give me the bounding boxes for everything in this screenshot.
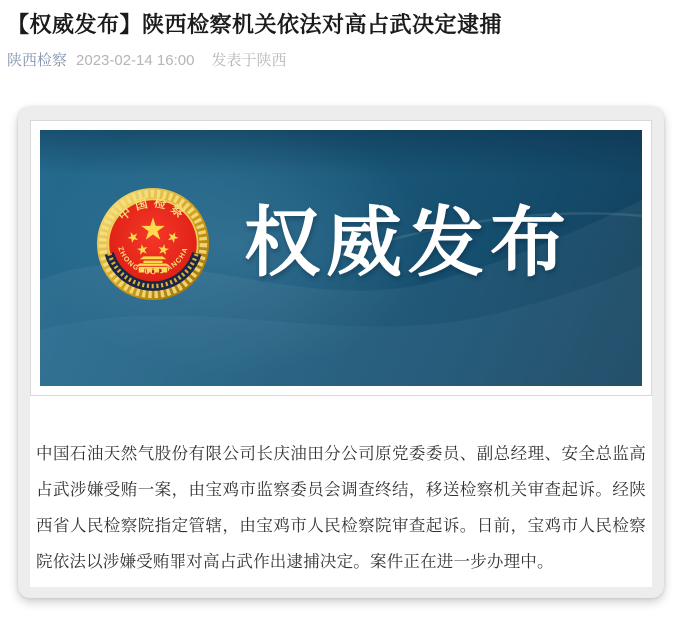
banner-image[interactable] bbox=[40, 130, 642, 386]
article-content-inner bbox=[30, 120, 652, 587]
banner-headline: 权威发布 bbox=[244, 201, 572, 286]
account-name-link[interactable]: 陕西检察 bbox=[7, 52, 68, 69]
procuratorate-emblem-icon bbox=[96, 187, 210, 301]
banner-image-frame bbox=[30, 120, 652, 396]
byline bbox=[7, 52, 677, 70]
article-content-card bbox=[18, 107, 664, 598]
emblem-top-text: 中国检察 bbox=[115, 195, 191, 224]
publish-location: 发表于陕西 bbox=[211, 52, 287, 69]
article-title: 【权威发布】陕西检察机关依法对高占武决定逮捕 bbox=[7, 12, 503, 37]
article-body-text: 中国石油天然气股份有限公司长庆油田分公司原党委委员、副总经理、安全总监高占武涉嫌受贿一案，由宝鸡市监察委员会调查终结，移送检察机关审查起诉。经陕西省人民检察院指定管辖，由宝鸡市人民检察院审查起诉。日前，宝鸡市人民检察院依法以涉嫌受贿罪对高占武作出逮捕决定。案件正在进一步办理中。 bbox=[36, 445, 646, 571]
wechat-article-page bbox=[0, 10, 677, 619]
emblem-bottom-text: ZHONGGUO JIANCHA bbox=[116, 245, 190, 277]
publish-time: 2023-02-14 16:00 bbox=[76, 52, 195, 69]
